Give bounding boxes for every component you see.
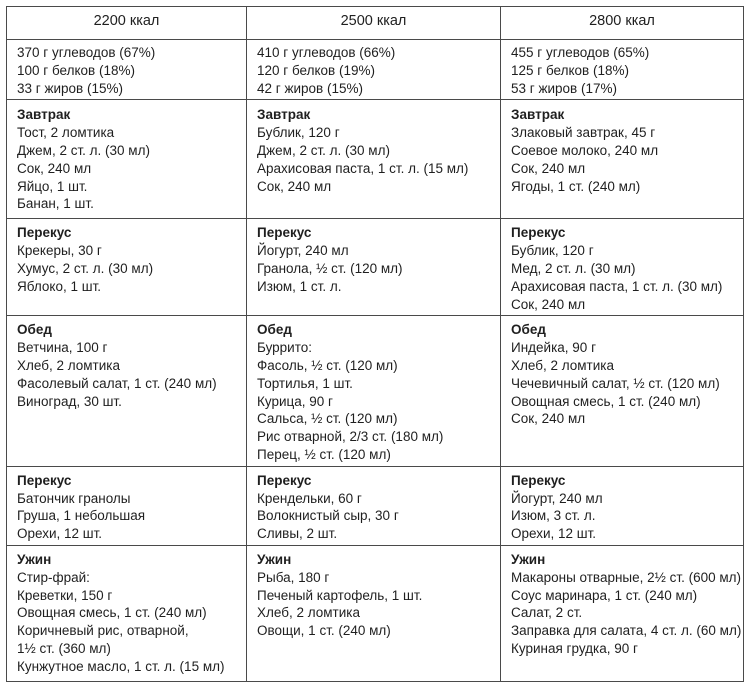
food-item: Сок, 240 мл (511, 160, 586, 176)
table-cell (7, 545, 247, 681)
food-item: Злаковый завтрак, 45 г (511, 125, 656, 141)
food-item: Хлеб, 2 ломтика (257, 605, 360, 621)
table-cell (501, 316, 744, 466)
meal-title: Завтрак (257, 107, 311, 123)
food-item: Рыба, 180 г (257, 569, 330, 585)
table-cell (247, 466, 501, 545)
food-item: Чечевичный салат, ½ ст. (120 мл) (511, 375, 720, 391)
food-item: 1½ ст. (360 мл) (17, 640, 111, 656)
food-item: Ветчина, 100 г (17, 340, 108, 356)
food-item: 100 г белков (18%) (17, 62, 135, 78)
table-cell (247, 545, 501, 681)
table-cell (247, 100, 501, 219)
table-cell (247, 219, 501, 316)
food-item: Печеный картофель, 1 шт. (257, 587, 423, 603)
food-item: 53 г жиров (17%) (511, 80, 617, 96)
table-cell (247, 316, 501, 466)
food-item: Заправка для салата, 4 ст. л. (60 мл) (511, 623, 742, 639)
food-item: Фасолевый салат, 1 ст. (240 мл) (17, 375, 217, 391)
food-item: Яблоко, 1 шт. (17, 278, 102, 294)
food-item: 125 г белков (18%) (511, 62, 629, 78)
food-item: Яйцо, 1 шт. (17, 178, 88, 194)
table-row-snack2 (7, 466, 744, 545)
food-item: Перец, ½ ст. (120 мл) (257, 446, 391, 462)
meal-title: Перекус (257, 472, 312, 488)
food-item: Рис отварной, 2/3 ст. (180 мл) (257, 429, 444, 445)
food-item: Хлеб, 2 ломтика (17, 357, 120, 373)
food-item: Коричневый рис, отварной, (17, 623, 189, 639)
meal-title: Ужин (511, 551, 546, 567)
meal-title: Ужин (257, 551, 292, 567)
food-item: Курица, 90 г (257, 393, 333, 409)
table-row-lunch (7, 316, 744, 466)
food-item: Тортилья, 1 шт. (257, 375, 353, 391)
meal-title: Перекус (511, 225, 566, 241)
food-item: 33 г жиров (15%) (17, 80, 123, 96)
table-cell (7, 219, 247, 316)
food-item: Буррито: (257, 340, 313, 356)
header-row (7, 7, 744, 40)
table-cell (501, 219, 744, 316)
table-cell (247, 40, 501, 100)
food-item: Соевое молоко, 240 мл (511, 142, 659, 158)
food-item: Крендельки, 60 г (257, 490, 362, 506)
table-row-macros (7, 40, 744, 100)
food-item: Крекеры, 30 г (17, 243, 102, 259)
food-item: Гранола, ½ ст. (120 мл) (257, 260, 403, 276)
food-item: Сок, 240 мл (511, 411, 586, 427)
meal-title: Обед (511, 322, 546, 338)
food-item: Сок, 240 мл (511, 296, 586, 312)
food-item: 410 г углеводов (66%) (257, 45, 396, 60)
food-item: Соус маринара, 1 ст. (240 мл) (511, 587, 698, 603)
meal-title: Обед (17, 322, 52, 338)
food-item: Сок, 240 мл (17, 160, 92, 176)
food-item: 120 г белков (19%) (257, 62, 375, 78)
meal-title: Перекус (511, 472, 566, 488)
food-item: Батончик гранолы (17, 490, 131, 506)
food-item: Креветки, 150 г (17, 587, 113, 603)
food-item: Овощи, 1 ст. (240 мл) (257, 623, 391, 639)
table-cell (7, 40, 247, 100)
food-item: Овощная смесь, 1 ст. (240 мл) (511, 393, 701, 409)
food-item: Тост, 2 ломтика (17, 125, 115, 141)
food-item: Ягоды, 1 ст. (240 мл) (511, 178, 641, 194)
meal-title: Перекус (257, 225, 312, 241)
food-item: Кунжутное масло, 1 ст. л. (15 мл) (17, 658, 225, 674)
meal-title: Перекус (17, 472, 72, 488)
food-item: Сальса, ½ ст. (120 мл) (257, 411, 398, 427)
food-item: Йогурт, 240 мл (511, 490, 603, 506)
table-cell (501, 466, 744, 545)
table-cell (501, 40, 744, 100)
food-item: Арахисовая паста, 1 ст. л. (15 мл) (257, 160, 469, 176)
food-item: Орехи, 12 шт. (17, 526, 103, 542)
food-item: Хумус, 2 ст. л. (30 мл) (17, 260, 154, 276)
food-item: Джем, 2 ст. л. (30 мл) (257, 142, 390, 158)
food-item: Индейка, 90 г (511, 340, 596, 356)
table-cell (501, 100, 744, 219)
food-item: Сливы, 2 шт. (257, 526, 338, 542)
header-2800: 2800 ккал (501, 7, 744, 40)
food-item: Волокнистый сыр, 30 г (257, 508, 399, 524)
food-item: Мед, 2 ст. л. (30 мл) (511, 260, 636, 276)
table-cell (7, 316, 247, 466)
food-item: Бублик, 120 г (257, 125, 340, 141)
food-item: 455 г углеводов (65%) (511, 45, 650, 60)
food-item: Виноград, 30 шт. (17, 393, 122, 409)
food-item: Арахисовая паста, 1 ст. л. (30 мл) (511, 278, 723, 294)
header-2500: 2500 ккал (247, 7, 501, 40)
food-item: Банан, 1 шт. (17, 196, 94, 212)
food-item: Орехи, 12 шт. (511, 526, 597, 542)
food-item: Овощная смесь, 1 ст. (240 мл) (17, 605, 207, 621)
food-item: Стир-фрай: (17, 569, 90, 585)
food-item: 370 г углеводов (67%) (17, 45, 156, 60)
food-item: Куриная грудка, 90 г (511, 640, 638, 656)
table-row-snack1 (7, 219, 744, 316)
food-item: 42 г жиров (15%) (257, 80, 363, 96)
food-item: Сок, 240 мл (257, 178, 332, 194)
food-item: Йогурт, 240 мл (257, 243, 349, 259)
table-row-breakfast (7, 100, 744, 219)
meal-plan-table (6, 6, 744, 682)
food-item: Фасоль, ½ ст. (120 мл) (257, 357, 398, 373)
meal-title: Завтрак (511, 107, 565, 123)
food-item: Хлеб, 2 ломтика (511, 357, 614, 373)
meal-title: Перекус (17, 225, 72, 241)
food-item: Салат, 2 ст. (511, 605, 583, 621)
table-cell (7, 100, 247, 219)
food-item: Макароны отварные, 2½ ст. (600 мл) (511, 569, 742, 585)
food-item: Изюм, 1 ст. л. (257, 278, 342, 294)
meal-title: Ужин (17, 551, 52, 567)
table-cell (7, 466, 247, 545)
food-item: Изюм, 3 ст. л. (511, 508, 596, 524)
meal-title: Завтрак (17, 107, 71, 123)
meal-title: Обед (257, 322, 292, 338)
table-row-dinner (7, 545, 744, 681)
table-cell (501, 545, 744, 681)
header-2200: 2200 ккал (7, 7, 247, 40)
food-item: Бублик, 120 г (511, 243, 594, 259)
food-item: Джем, 2 ст. л. (30 мл) (17, 142, 150, 158)
food-item: Груша, 1 небольшая (17, 508, 146, 524)
